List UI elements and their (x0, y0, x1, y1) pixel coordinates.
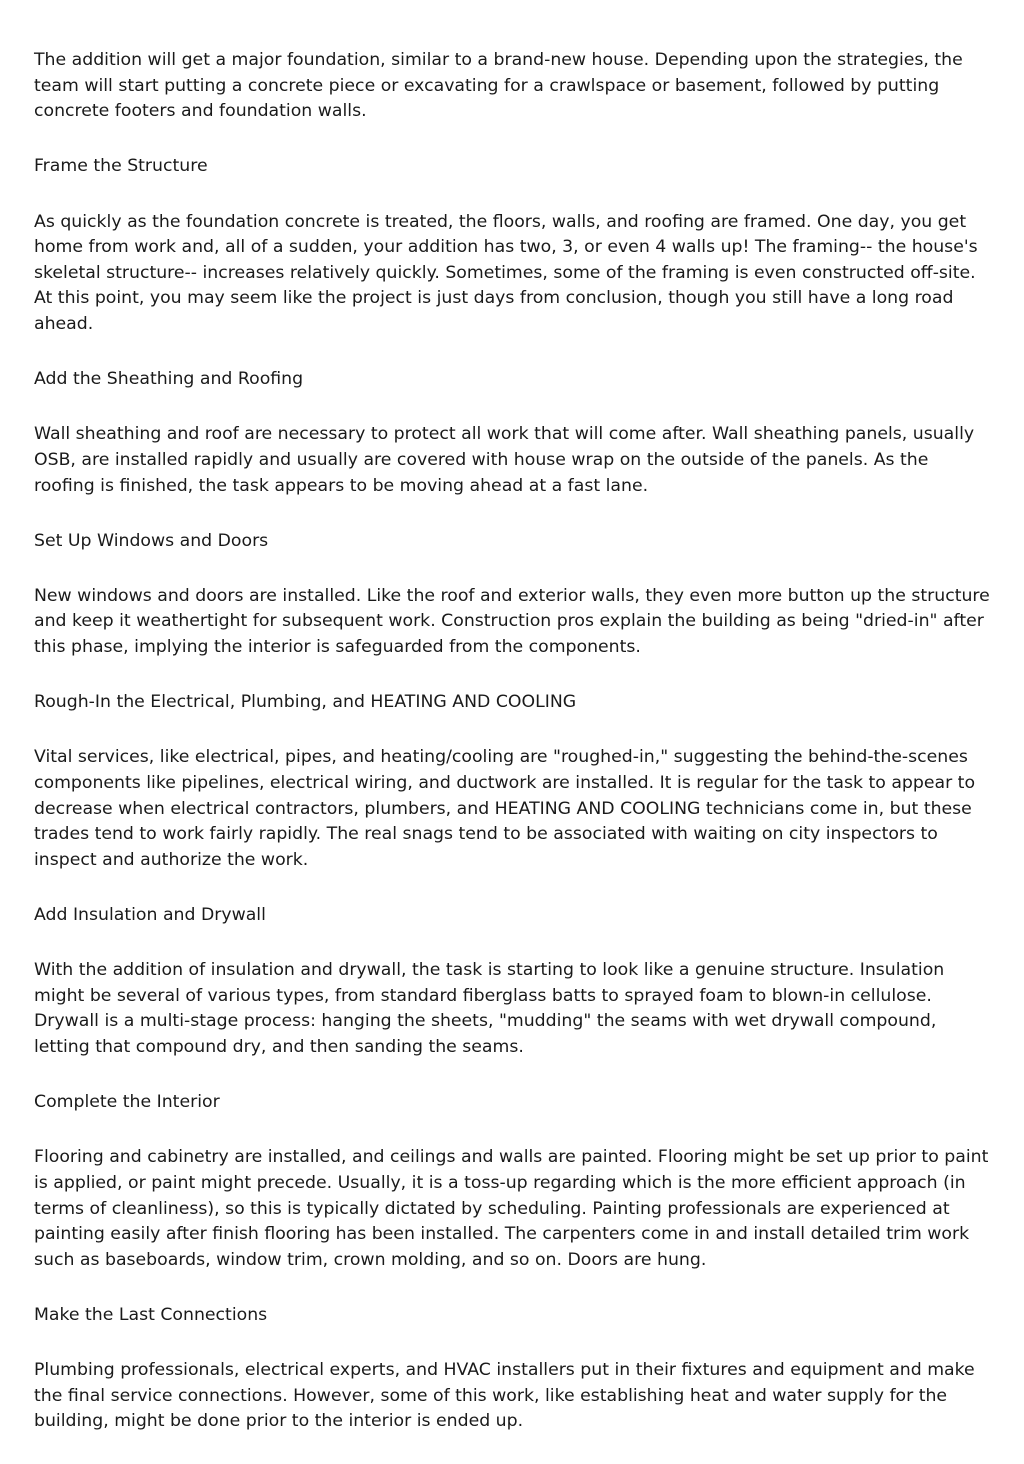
heading-windows-doors: Set Up Windows and Doors (34, 530, 269, 551)
heading-rough-in: Rough-In the Electrical, Plumbing, and HEATING AND COOLING (34, 692, 577, 713)
heading-last-connections: Make the Last Connections (34, 1304, 268, 1325)
paragraph-foundation: The addition will get a major foundation, similar to a brand-new house. Depending upon the strategies, the team will start putting a concrete piece or excavating for a crawlspace or basement, followed by putting concrete footers and foundation walls. (34, 50, 963, 122)
paragraph-windows: New windows and doors are installed. Like the roof and exterior walls, they even more button up the structure and keep it weathertight for subsequent work. Construction pros explain the building as being "dried-in" after this phase, implying the interior is safeguarded from the components. (34, 585, 990, 658)
paragraph-connections: Plumbing professionals, electrical experts, and HVAC installers put in their fixtures and equipment and make the final service connections. However, some of this work, like establishing heat and water supply for the building, might be done prior to the interior is ended up. (34, 1360, 975, 1432)
paragraph-insulation: With the addition of insulation and drywall, the task is starting to look like a genuine structure. Insulation might be several of various types, from standard fiberglass batts to sprayed foam to blown-in cellulose. Drywall is a multi-stage process: hanging the sheets, "mudding" the seams with wet drywall compound, letting that compound dry, and then sanding the seams. (34, 960, 945, 1057)
paragraph-interior: Flooring and cabinetry are installed, and ceilings and walls are painted. Flooring might be set up prior to paint is applied, or paint might precede. Usually, it is a toss-up regarding which is the more efficient approach (in terms of cleanliness), so this is typically dictated by scheduling. Painting professionals are experienced at painting easily after finish flooring has been installed. The carpenters come in and install detailed trim work such as baseboards, window trim, crown molding, and so on. Doors are hung. (34, 1147, 989, 1270)
heading-sheathing-roofing: Add the Sheathing and Roofing (34, 369, 304, 390)
heading-frame-structure: Frame the Structure (34, 156, 208, 177)
paragraph-rough-in: Vital services, like electrical, pipes, and heating/cooling are "roughed-in," suggesting the behind-the-scenes components like pipelines, electrical wiring, and ductwork are installed. It is regular for the task to appear to decrease when electrical contractors, plumbers, and HEATING AND COOLING technicians come in, but these trades tend to work fairly rapidly. The real snags tend to be associated with waiting on city inspectors to inspect and authorize the work. (34, 747, 976, 870)
paragraph-framing: As quickly as the foundation concrete is treated, the floors, walls, and roofing are framed. One day, you get home from work and, all of a sudden, your addition has two, 3, or even 4 walls up! The framing-- the house's skeletal structure-- increases relatively quickly. Sometimes, some of the framing is even constructed off-site. At this point, you may seem like the project is just days from conclusion, though you still have a long road ahead. (34, 211, 978, 334)
paragraph-sheathing: Wall sheathing and roof are necessary to protect all work that will come after. Wall sheathing panels, usually OSB, are installed rapidly and usually are covered with house wrap on the outside of the panels. As the roofing is finished, the task appears to be moving ahead at a fast lane. (34, 424, 975, 496)
document-body (34, 48, 994, 1464)
heading-complete-interior: Complete the Interior (34, 1092, 220, 1113)
heading-insulation-drywall: Add Insulation and Drywall (34, 905, 266, 925)
